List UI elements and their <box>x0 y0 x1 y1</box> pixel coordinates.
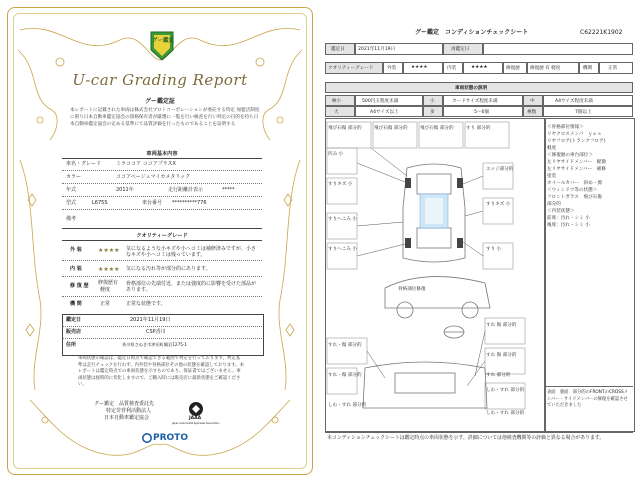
note-line: ＜修復歴の車台部位＞ <box>547 153 593 158</box>
date-value: 2021年11月19日 <box>130 317 171 323</box>
mileage-label: 走行距離計表示 <box>168 187 204 193</box>
damage-label-rear-low1: すれ・傷 部分的 <box>328 373 362 378</box>
sheet-footer: 本コンディションチェックシートは鑑定時点の車両状態を示す。詳細については他検査機関等の評価と異なる場合があります。 <box>327 435 605 441</box>
certificate-subtitle: グー鑑定証 <box>144 98 175 105</box>
model-label: 型式 <box>66 200 77 206</box>
date-label: 鑑定日 <box>66 317 82 323</box>
mileage-value: ***** <box>222 187 235 193</box>
legend-val-6: 7個以上 <box>575 110 592 115</box>
note-line: フロントガラス 飛び石傷 <box>547 195 602 200</box>
address-value: 香川県さぬき市津田町鶴羽1275-1 <box>122 342 188 347</box>
disclaimer: 車両状態の確認は、鑑定日時点で確認できる範囲で判定を行っております。判定基準は走行チェックを行わず、内外装や骨格部位その他の状態を確認しております。本レポートは鑑定時点での車両状態を示すものであり、保証書ではございません。車両状態は経時的に変化しますので、ご購入時には販売店に最新状態をご確認ください。 <box>78 356 245 387</box>
recheck-date-label: 再鑑定日 <box>451 47 470 52</box>
divider <box>62 209 262 210</box>
divider <box>62 170 262 171</box>
engine-desc: 正常な状態です。 <box>126 301 166 307</box>
sheet-quality-label: クオリティーグレード <box>328 66 374 71</box>
divider <box>62 260 262 261</box>
color-value: ココアベージュマイカメタリック <box>116 174 191 180</box>
damage-label-side-right: すり 小 <box>486 247 502 252</box>
engine-label: 機 関 <box>70 301 82 307</box>
interior-desc: 気になる汚れ等が部分的にあります。 <box>126 266 211 272</box>
note-line: ＜内装状態＞ <box>547 209 575 214</box>
color-label: カラー <box>66 174 82 180</box>
damage-label-rear-mid: すれ 傷 部分的 <box>486 353 517 358</box>
divider <box>325 432 633 433</box>
sheet-title: グー鑑定 コンディションチェックシート <box>415 29 529 36</box>
legend-key-5: 多 <box>430 110 435 115</box>
vehicle-section-title: 車両基本内容 <box>146 151 178 157</box>
side-notes <box>547 124 631 229</box>
note-line: 前席：汚れ・シミ 小 <box>547 216 590 221</box>
legend-val-4: A4サイズ以上 <box>370 110 399 115</box>
note-line: リヤフロア(トランクフロア) <box>547 139 606 144</box>
note-line: ホイールカバー 斜め・擦 <box>547 181 603 186</box>
divider <box>62 276 262 277</box>
repair-value: 修復歴有 <box>98 280 119 286</box>
certificate-intro: 本レポートに記載された車両は株式会社プロトコーポレーションが委託する特定 加盟店制度に則り日本自動車鑑定協会の資格保有者が厳選に一覧を行い検査を行い特定の目的を持ち日本自動車鑑定協会の定める基準にて品質評価を行ったものであることを証明する <box>70 108 260 127</box>
name-label: 車名・グレード <box>66 161 102 167</box>
vehicle-diagram <box>325 118 544 430</box>
repair-label: 修 復 歴 <box>70 283 89 289</box>
damage-label-rear-right: すれ 傷 部分的 <box>486 323 517 328</box>
proto-text: PROTO <box>153 433 188 443</box>
damage-label-rear-low4: しわ・すれ 部分的 <box>328 403 367 408</box>
damage-label-bumper-right: エッジ部分的 <box>486 167 514 172</box>
legend-val-1: 500円玉程度未満 <box>362 99 399 104</box>
note-line: ＜骨格部位情報＞ <box>547 125 584 130</box>
badge-shield-icon <box>149 28 175 62</box>
legend-key-1: 極小 <box>332 99 342 104</box>
sheet-interior-label: 内装 <box>447 66 457 71</box>
note-line: 部分的 <box>547 202 561 207</box>
damage-label-hood-right: 飛び石傷 部分的 <box>420 126 454 131</box>
damage-label-rear-low2: しわ・すれ 部分的 <box>486 388 525 393</box>
org-line-3: 日本自動車鑑定協会 <box>104 415 150 421</box>
proto-mark-icon <box>142 433 152 443</box>
repair-sub: 軽度 <box>100 287 111 293</box>
exterior-label: 外 装 <box>70 247 82 253</box>
sheet-engine-label: 機関 <box>583 66 593 71</box>
sheet-repair-value: 修復歴 有 軽度 <box>530 66 561 71</box>
quality-section-title: クオリティーグレード <box>136 233 188 239</box>
exterior-stars: ★★★★ <box>98 247 120 254</box>
sheet-interior-value: ★★★★ <box>471 65 488 70</box>
note-line: 左リヤサイドメンバー 軽微 <box>547 160 606 165</box>
legend-val-2: カードサイズ程度未満 <box>452 99 498 104</box>
note-line: 後席：汚れ・シミ 小 <box>547 223 590 228</box>
org-line-1: グー鑑定 品質検査委託先 <box>94 401 155 407</box>
note-line: 左リヤサイドメンバー 補修 <box>547 167 606 172</box>
store-value: CSP香川 <box>146 329 166 335</box>
divider <box>62 183 262 184</box>
certificate-title: U-car Grading Report <box>72 71 248 89</box>
divider <box>62 196 262 197</box>
damage-label-side-left: すりへこみ 小 <box>328 247 358 252</box>
sheet-exterior-label: 外装 <box>387 66 397 71</box>
note-line: リヤクロスメンバ ｙｅｓ <box>547 132 602 137</box>
sheet-exterior-value: ★★★★ <box>411 65 428 70</box>
divider <box>62 240 262 241</box>
divider <box>62 296 262 297</box>
status-heading: 車両状態の説明 <box>455 86 488 91</box>
legend-key-6: 複数 <box>527 110 537 115</box>
divider <box>62 326 262 327</box>
model-value: L675S <box>92 200 108 206</box>
damage-label-bumper-left: すりキズ 小 <box>328 182 353 187</box>
damage-label-rear-low3: すれ 部分的 <box>486 373 511 378</box>
proto-logo <box>142 432 188 444</box>
year-value: 2011年 <box>116 187 134 193</box>
bottom-note: 表面 裏面 部分的のFRONTのCROSSメンバー・サイドメンバーの修復を確認させていただきました <box>547 390 629 408</box>
damage-label-rear-low5: しわ・すれ 部分的 <box>486 411 525 416</box>
name-value: ミラココア ココアプラスX <box>116 161 176 167</box>
interior-label: 内 装 <box>70 266 82 272</box>
goo-kantei-badge <box>149 28 175 62</box>
note-line: ＜ウィンドウ等の状態＞ <box>547 188 598 193</box>
legend-val-3: A4サイズ程度未満 <box>555 99 593 104</box>
sheet-repair-label: 修復歴 <box>506 66 520 71</box>
repair-desc: 骨格部位の先端付近、または強度的に影響を受けた部品があります。 <box>126 281 257 293</box>
legend-key-2: 小 <box>430 99 435 104</box>
interior-stars: ★★★★ <box>98 266 120 273</box>
year-label: 年式 <box>66 187 77 193</box>
note-line: 軽度 <box>547 146 557 151</box>
sheet-engine-value: 正常 <box>608 66 618 71</box>
remarks-label: 備考 <box>66 216 77 222</box>
damage-label-fl-dent: 凹み 小 <box>328 152 344 157</box>
damage-label-fl-door: 飛び石傷 部分的 <box>328 126 362 131</box>
jaaa-text: JAAA <box>189 416 202 421</box>
divider <box>62 338 262 339</box>
note-line: 塗装 <box>547 174 557 179</box>
divider <box>62 158 262 159</box>
damage-label-repair: 骨格部位修復 <box>398 287 426 292</box>
legend-key-4: 大 <box>334 110 339 115</box>
document-number: C62221K1902 <box>580 29 623 36</box>
legend-val-5: 5～6個 <box>474 110 490 115</box>
address-label: 住所 <box>66 342 77 348</box>
divider <box>62 228 262 229</box>
damage-label-door-left: すりへこみ 小 <box>328 217 358 222</box>
jaaa-sub: Japan Automobile Appraisal Association <box>172 422 220 425</box>
damage-label-door-right: すりキズ 小 <box>486 202 511 207</box>
store-label: 販売店 <box>66 329 82 335</box>
chassis-value: **********776 <box>172 200 207 206</box>
chassis-label: 車台番号 <box>142 200 163 206</box>
sheet-date-value: 2021年11月19日 <box>358 47 396 52</box>
damage-label-hood-top: 飛び石傷 部分的 <box>374 126 408 131</box>
org-line-2: 特定非営利活動法人 <box>106 408 152 414</box>
exterior-desc: 気になるような小キズや小ヘコミは補修済みですが、小さなキズや小ヘコミは残っています。 <box>126 246 256 258</box>
legend-key-3: 中 <box>530 99 535 104</box>
badge-text: グー鑑定 <box>152 38 175 44</box>
engine-value: 正常 <box>100 301 111 307</box>
damage-label-pillar: すり 部分的 <box>466 126 491 131</box>
damage-label-rear-left: すれ・傷 部分的 <box>328 343 362 348</box>
sheet-date-label: 鑑定日 <box>331 47 345 52</box>
